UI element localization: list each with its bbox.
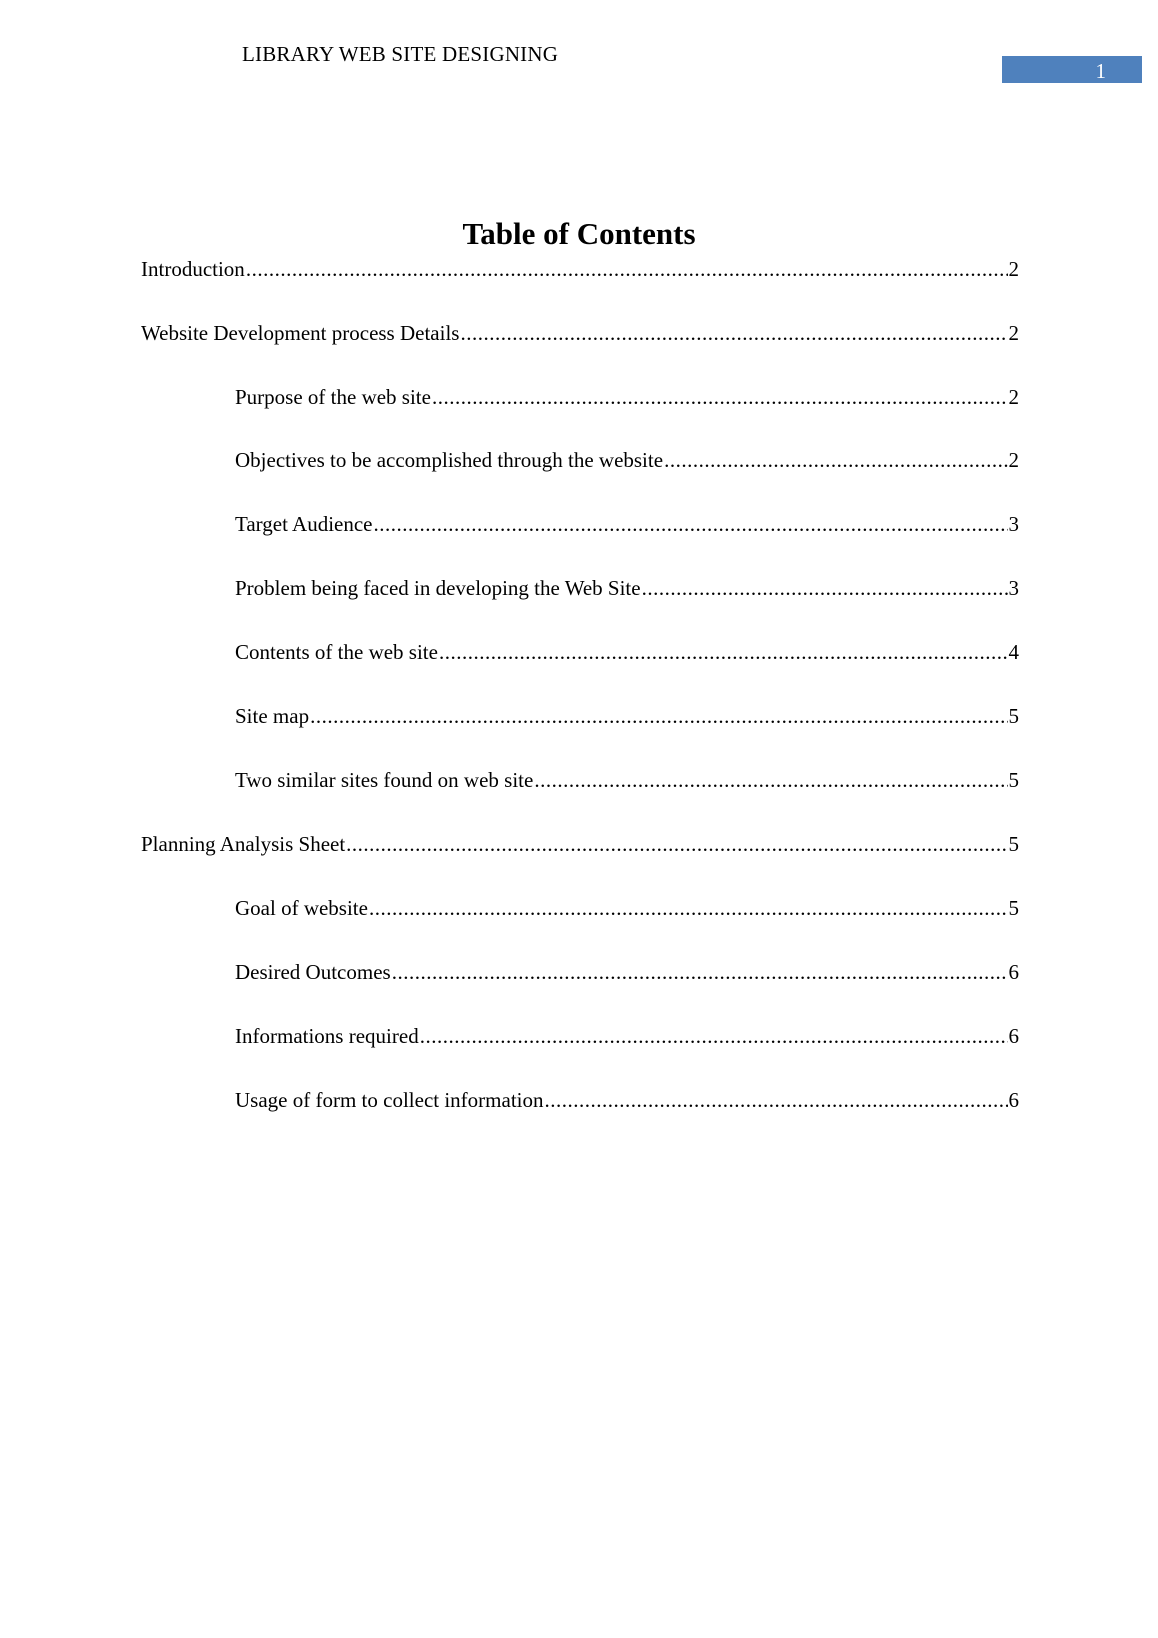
toc-entry-label: Introduction [141, 257, 245, 281]
toc-entry-introduction[interactable] [141, 254, 1019, 284]
toc-entry-page: 2 [1008, 385, 1019, 409]
toc-entry-label: Usage of form to collect information [235, 1088, 544, 1112]
toc-entry-contents-of-the-web-site[interactable] [235, 637, 1019, 667]
toc-entry-page: 5 [1008, 832, 1019, 856]
toc-dot-leader [460, 318, 1007, 348]
toc-entry-page: 2 [1008, 257, 1019, 281]
toc-entry-label: Planning Analysis Sheet [141, 832, 346, 856]
toc-dot-leader [346, 829, 1007, 859]
toc-entry-label: Purpose of the web site [235, 385, 431, 409]
toc-entry-two-similar-sites[interactable] [235, 765, 1019, 795]
toc-entry-purpose-of-the-web-site[interactable] [235, 382, 1019, 412]
toc-entry-planning-analysis-sheet[interactable] [141, 829, 1019, 859]
toc-entry-label: Website Development process Details [141, 321, 460, 345]
toc-entry-page: 6 [1008, 1024, 1019, 1048]
toc-dot-leader [420, 1021, 1008, 1051]
toc-entry-label: Informations required [235, 1024, 419, 1048]
toc-entry-page: 4 [1008, 640, 1019, 664]
toc-entry-page: 2 [1008, 321, 1019, 345]
toc-dot-leader [374, 509, 1008, 539]
toc-entry-target-audience[interactable] [235, 509, 1019, 539]
toc-entry-page: 2 [1008, 448, 1019, 472]
toc-entry-label: Target Audience [235, 512, 373, 536]
toc-entry-page: 3 [1008, 512, 1019, 536]
toc-dot-leader [246, 254, 1008, 284]
toc-entry-label: Goal of website [235, 896, 368, 920]
page-number-badge: 1 [1002, 56, 1142, 83]
toc-entry-site-map[interactable] [235, 701, 1019, 731]
toc-entry-problem-being-faced[interactable] [235, 573, 1019, 603]
toc-dot-leader [392, 957, 1008, 987]
toc-entry-page: 3 [1008, 576, 1019, 600]
toc-entry-label: Desired Outcomes [235, 960, 391, 984]
toc-entry-informations-required[interactable] [235, 1021, 1019, 1051]
toc-entry-page: 6 [1008, 1088, 1019, 1112]
toc-entry-label: Two similar sites found on web site [235, 768, 534, 792]
toc-entry-label: Objectives to be accomplished through the website [235, 448, 664, 472]
toc-dot-leader [642, 573, 1008, 603]
toc-dot-leader [432, 382, 1008, 412]
running-header-title: LIBRARY WEB SITE DESIGNING [242, 42, 559, 66]
toc-entry-website-development-process-details[interactable] [141, 318, 1019, 348]
toc-dot-leader [369, 893, 1008, 923]
toc-entry-page: 5 [1008, 768, 1019, 792]
toc-entry-usage-of-form[interactable] [235, 1085, 1019, 1115]
toc-dot-leader [439, 637, 1008, 667]
toc-entry-desired-outcomes[interactable] [235, 957, 1019, 987]
toc-dot-leader [664, 445, 1007, 475]
toc-title: Table of Contents [462, 216, 696, 251]
toc-entry-page: 5 [1008, 704, 1019, 728]
toc-entry-label: Contents of the web site [235, 640, 438, 664]
toc-entry-page: 5 [1008, 896, 1019, 920]
toc-entry-label: Site map [235, 704, 310, 728]
toc-entry-goal-of-website[interactable] [235, 893, 1019, 923]
toc-dot-leader [545, 1085, 1008, 1115]
toc-entry-label: Problem being faced in developing the Web Site [235, 576, 641, 600]
toc-entry-objectives[interactable] [235, 445, 1019, 475]
toc-dot-leader [310, 701, 1007, 731]
toc-dot-leader [534, 765, 1007, 795]
toc-entry-page: 6 [1008, 960, 1019, 984]
